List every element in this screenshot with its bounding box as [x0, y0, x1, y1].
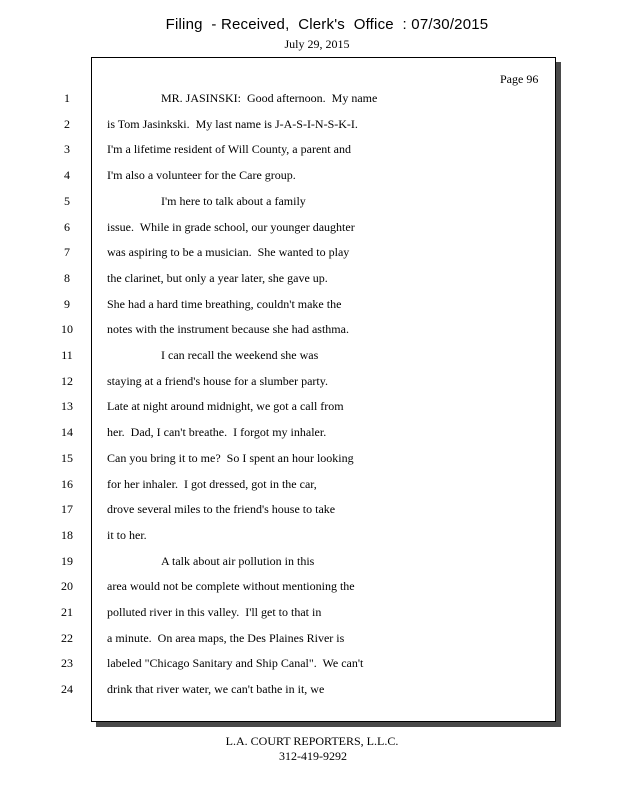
- line-text: area would not be complete without mentioning the: [107, 579, 355, 594]
- transcript-line: [0, 374, 618, 394]
- line-number: 4: [64, 168, 70, 183]
- line-text: for her inhaler. I got dressed, got in the car,: [107, 476, 317, 491]
- line-number: 6: [64, 219, 70, 234]
- line-number: 16: [61, 476, 73, 491]
- transcript-line: [0, 194, 618, 214]
- line-number: 20: [61, 579, 73, 594]
- line-number: 1: [64, 91, 70, 105]
- line-number: 8: [64, 270, 70, 285]
- line-text: staying at a friend's house for a slumber party.: [107, 373, 328, 388]
- line-text: is Tom Jasinkski. My last name is J-A-S-I-N-S-K-I.: [107, 116, 358, 131]
- line-text: MR. JASINSKI: Good afternoon. My name: [161, 91, 378, 105]
- line-number: 5: [64, 193, 70, 208]
- line-text: Can you bring it to me? So I spent an hour looking: [107, 450, 354, 465]
- line-text: the clarinet, but only a year later, she gave up.: [107, 270, 328, 285]
- transcript-line: [0, 579, 618, 599]
- line-number: 23: [61, 656, 73, 671]
- transcript-line: [0, 168, 618, 188]
- line-text: I can recall the weekend she was: [161, 348, 319, 362]
- line-text: polluted river in this valley. I'll get to that in: [107, 605, 322, 619]
- transcript-line: [0, 477, 618, 497]
- transcript-line: [0, 348, 618, 368]
- line-text: her. Dad, I can't breathe. I forgot my inhaler.: [107, 425, 327, 440]
- line-text: A talk about air pollution in this: [161, 553, 315, 568]
- transcript-line: [0, 605, 618, 625]
- hearing-date: July 29, 2015: [284, 37, 350, 51]
- line-text: I'm also a volunteer for the Care group.: [107, 168, 296, 183]
- transcript-line: [0, 271, 618, 291]
- line-text: drink that river water, we can't bathe in it, we: [107, 682, 325, 697]
- transcript-line: [0, 554, 618, 574]
- line-number: 24: [61, 682, 73, 697]
- line-number: 17: [61, 502, 73, 517]
- line-text: notes with the instrument because she had asthma.: [107, 322, 349, 337]
- page-number: Page 96: [500, 72, 539, 86]
- line-text: Late at night around midnight, we got a call from: [107, 399, 344, 414]
- line-number: 3: [64, 142, 70, 157]
- transcript-line: [0, 399, 618, 419]
- line-number: 13: [61, 399, 73, 414]
- transcript-line: [0, 631, 618, 651]
- line-text: it to her.: [107, 527, 147, 542]
- transcript-line: [0, 220, 618, 240]
- line-number: 15: [61, 450, 73, 465]
- transcript-line: [0, 656, 618, 676]
- line-number: 2: [64, 116, 70, 131]
- line-number: 7: [64, 245, 70, 260]
- transcript-line: [0, 528, 618, 548]
- line-number: 14: [61, 425, 73, 440]
- line-number: 18: [61, 527, 73, 542]
- reporter-phone: 312-419-9292: [279, 749, 347, 763]
- line-number: 19: [61, 553, 73, 568]
- line-text: I'm here to talk about a family: [161, 193, 306, 208]
- line-number: 21: [61, 605, 73, 619]
- line-number: 11: [61, 348, 73, 362]
- transcript-line: [0, 117, 618, 137]
- line-text: labeled "Chicago Sanitary and Ship Canal". We can't: [107, 656, 364, 671]
- line-text: I'm a lifetime resident of Will County, a parent and: [107, 142, 351, 157]
- line-text: was aspiring to be a musician. She wanted to play: [107, 245, 350, 260]
- transcript-line: [0, 91, 618, 111]
- line-text: a minute. On area maps, the Des Plaines River is: [107, 630, 345, 645]
- transcript-line: [0, 451, 618, 471]
- line-number: 22: [61, 630, 73, 645]
- line-text: issue. While in grade school, our younger daughter: [107, 219, 355, 234]
- transcript-line: [0, 142, 618, 162]
- line-number: 9: [64, 296, 70, 311]
- transcript-line: [0, 322, 618, 342]
- line-number: 10: [61, 322, 73, 337]
- transcript-line: [0, 682, 618, 702]
- transcript-line: [0, 502, 618, 522]
- transcript-line: [0, 297, 618, 317]
- reporter-company: L.A. COURT REPORTERS, L.L.C.: [225, 734, 399, 748]
- transcript-line: [0, 245, 618, 265]
- line-number: 12: [61, 373, 73, 388]
- transcript-line: [0, 425, 618, 445]
- line-text: She had a hard time breathing, couldn't make the: [107, 296, 342, 311]
- line-text: drove several miles to the friend's house to take: [107, 502, 336, 517]
- filing-stamp: Filing - Received, Clerk's Office : 07/30/2015: [165, 16, 489, 33]
